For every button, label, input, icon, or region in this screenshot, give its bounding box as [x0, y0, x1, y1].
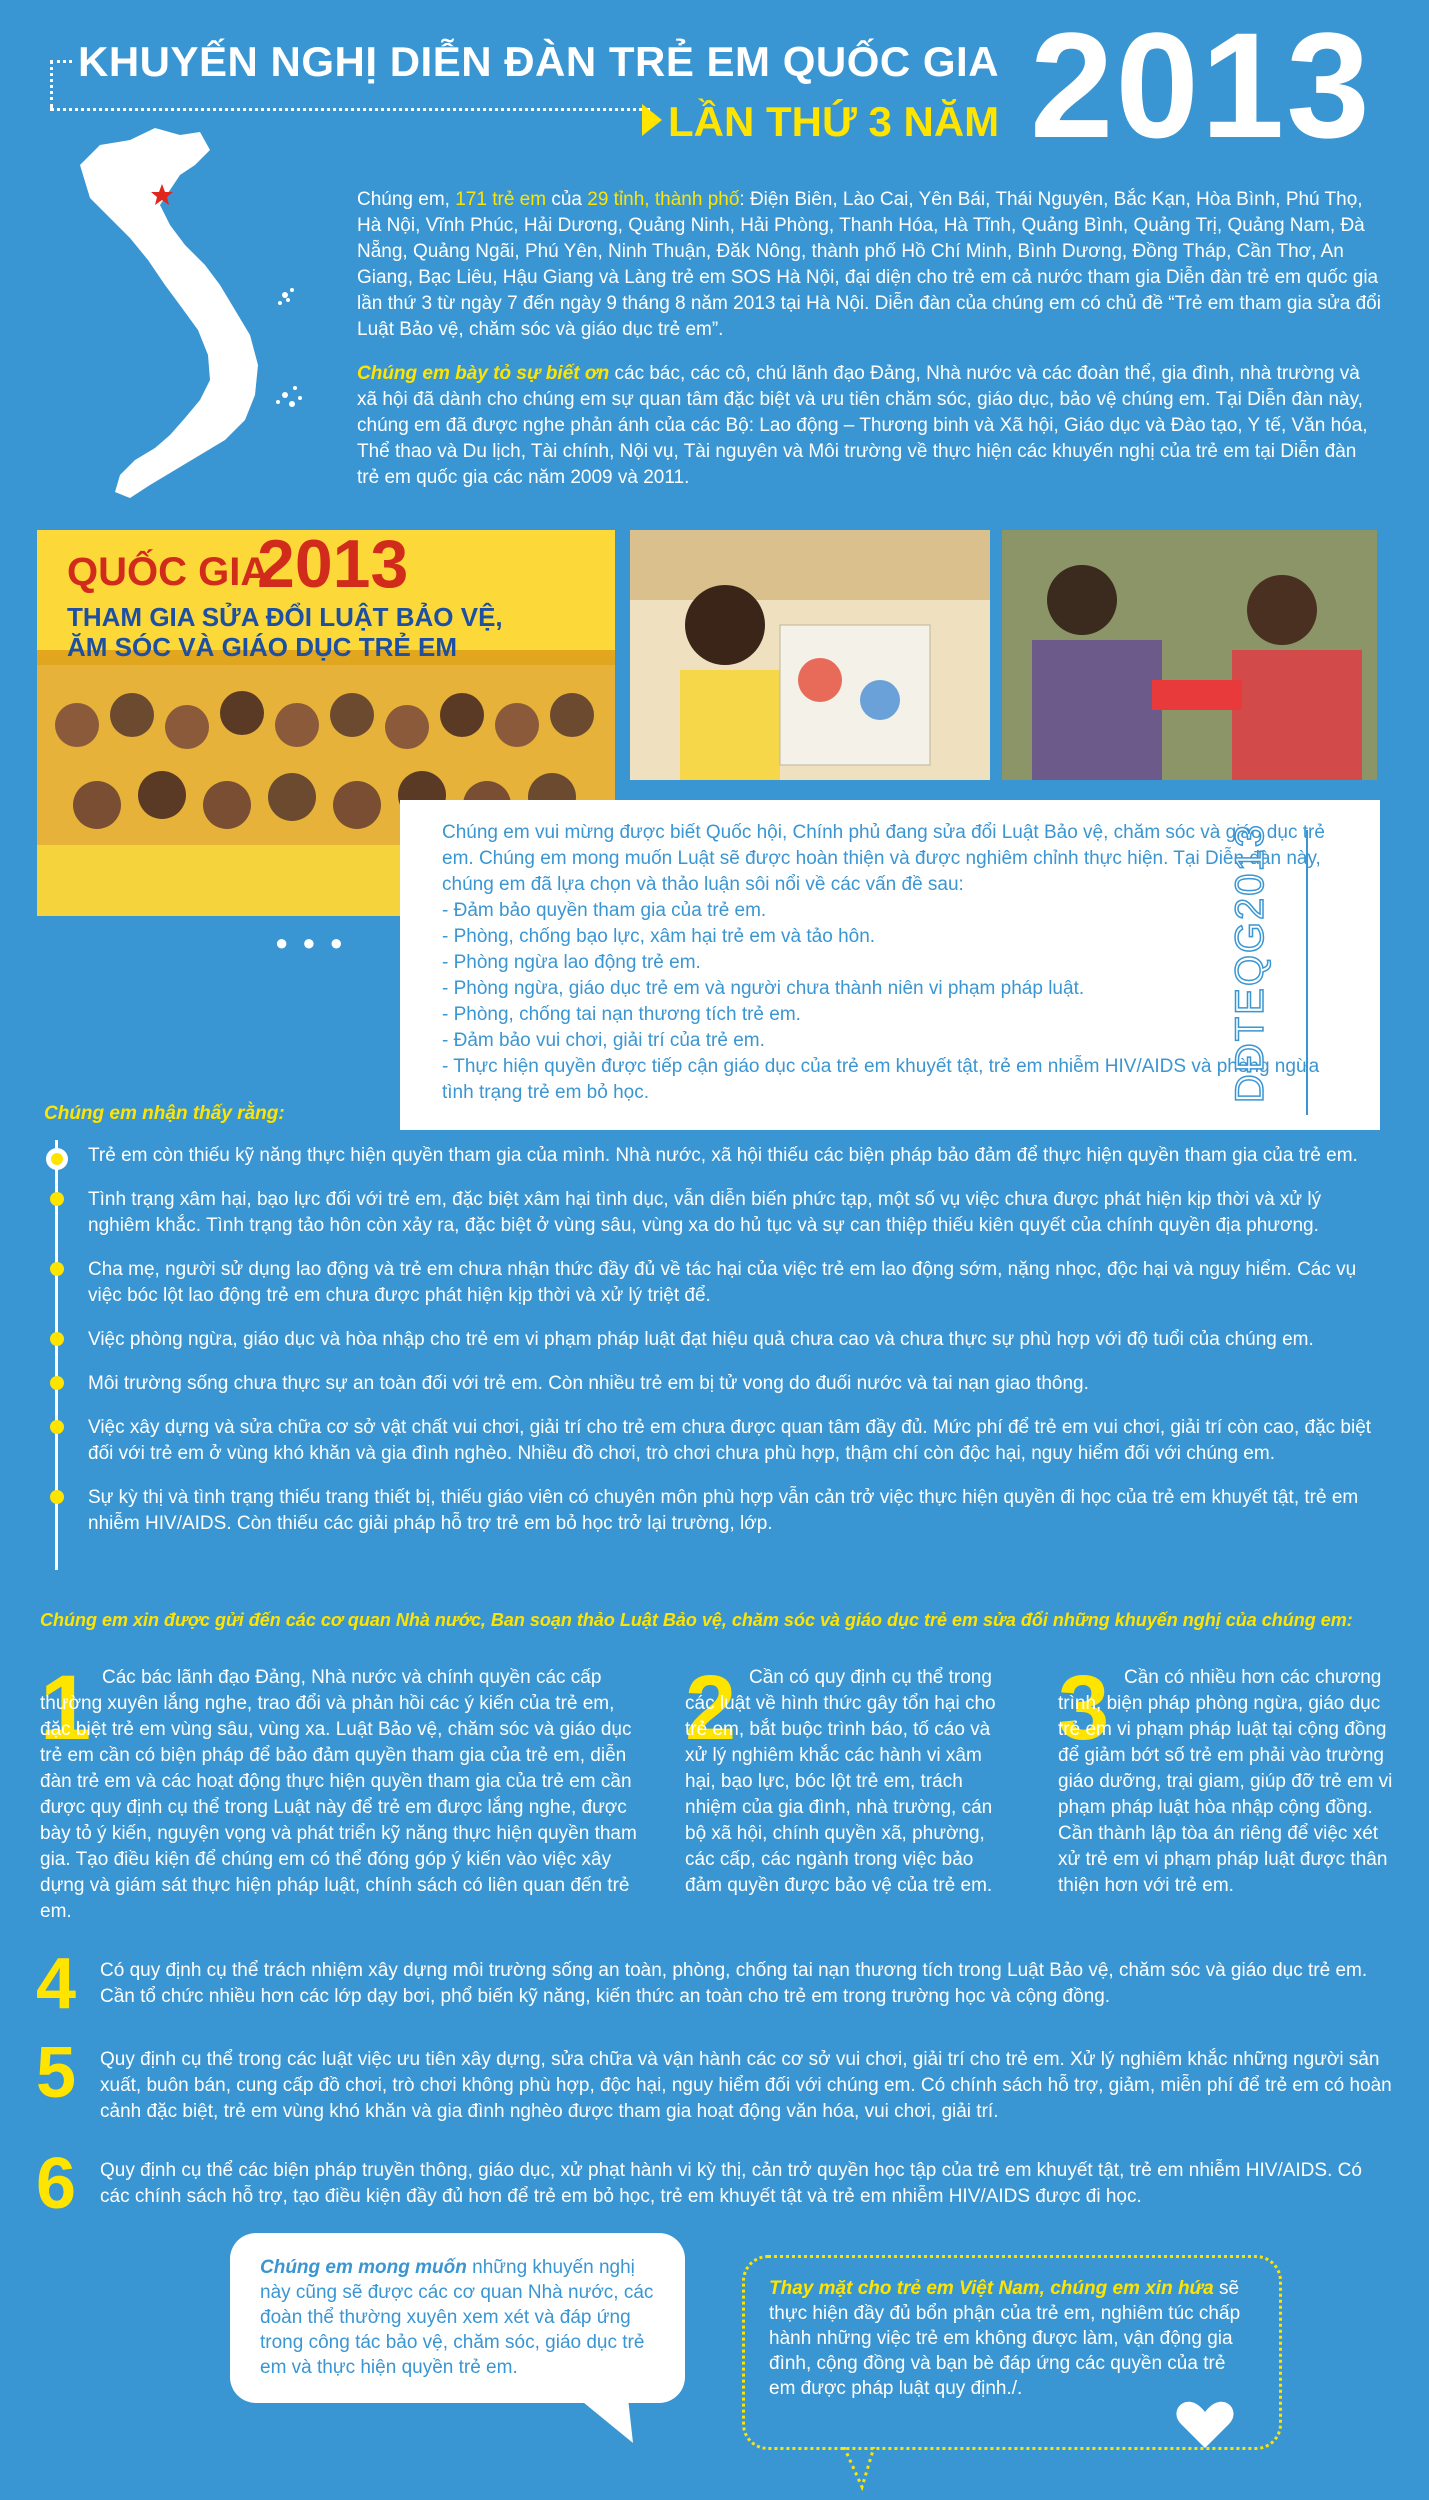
carousel-dots: ●●● [275, 930, 357, 955]
finding-item [88, 1371, 1388, 1397]
page-year: 2013 [1030, 1, 1372, 169]
finding-item [88, 1187, 1388, 1239]
intro-text-c: : Điện Biên, Lào Cai, Yên Bái, Thái Nguyên, Bắc Kạn, Hòa Bình, Phú Thọ, Hà Nội, Vĩnh Phúc, Hải Dương, Quảng Ninh, Hải Phòng, Thanh Hóa, Hà Tĩnh, Quảng Bình, Quảng Trị, Quảng Nam, Đà Nẵng, Quảng Ngãi, Phú Yên, Ninh Thuận, Đăk Nông, thành phố Hồ Chí Minh, Bình Dương, Đồng Tháp, Cần Thơ, An Giang, Bạc Liêu, Hậu Giang và Làng trẻ em SOS Hà Nội, đại diện cho trẻ em cả nước tham gia Diễn đàn trẻ em quốc gia lần thứ 3 từ ngày 7 đến ngày 9 tháng 8 năm 2013 tại Hà Nội. Diễn đàn của chúng em có chủ đề “Trẻ em tham gia sửa đổi Luật Bảo vệ, chăm sóc và giáo dục trẻ em”. [357, 189, 1381, 340]
finding-text: Việc phòng ngừa, giáo dục và hòa nhập cho trẻ em vi phạm pháp luật đạt hiệu quả chưa cao và chưa thực sự phù hợp với độ tuổi của chúng em. [88, 1329, 1314, 1350]
vertical-label: DĐTEQG2013 [1228, 822, 1272, 1104]
promise-text: sẽ thực hiện đầy đủ bổn phận của trẻ em, nghiêm túc chấp hành những việc trẻ em không được làm, vận động gia đình, cộng đồng và bạn bè đáp ứng các quyền của trẻ em được pháp luật quy định./. [769, 2278, 1241, 2399]
intro-gratitude-text: các bác, các cô, chú lãnh đạo Đảng, Nhà nước và các đoàn thể, gia đình, nhà trường và xã hội đã dành cho chúng em sự quan tâm đặc biệt và ưu tiên chăm sóc, giáo dục, bảo vệ chúng em. Tại Diễn đàn này, chúng em đã được nghe phản ánh của các Bộ: Lao động – Thương binh và Xã hội, Giáo dục và Đào tạo, Y tế, Văn hóa, Thể thao và Du lịch, Tài chính, Nội vụ, Tài nguyên và Môi trường về thực hiện các khuyến nghị của trẻ em tại Diễn đàn trẻ em quốc gia các năm 2009 và 2011. [357, 363, 1368, 488]
photo-banner-line3: ĂM SÓC VÀ GIÁO DỤC TRẺ EM [67, 632, 458, 662]
heart-icon [1175, 2400, 1235, 2450]
finding-item [88, 1485, 1388, 1537]
page-title: KHUYẾN NGHỊ DIỄN ĐÀN TRẺ EM QUỐC GIA [78, 38, 1000, 85]
bullet-icon [50, 1490, 64, 1504]
intro-text [357, 187, 1382, 509]
topic-item: - Phòng, chống bạo lực, xâm hại trẻ em và tảo hôn. [442, 926, 876, 947]
gift-exchange-photo [1002, 530, 1377, 780]
intro-highlight-children: 171 trẻ em [455, 189, 547, 210]
finding-item [88, 1327, 1388, 1353]
topic-item: - Đảm bảo vui chơi, giải trí của trẻ em. [442, 1030, 765, 1051]
finding-text: Môi trường sống chưa thực sự an toàn đối với trẻ em. Còn nhiều trẻ em bị tử vong do đuối nước và tai nạn giao thông. [88, 1373, 1089, 1394]
intro-gratitude-highlight: Chúng em bày tỏ sự biết ơn [357, 363, 610, 384]
rec-number-5: 5 [36, 2033, 77, 2113]
intro-text-a: Chúng em, [357, 189, 456, 210]
rec-text-1: Các bác lãnh đạo Đảng, Nhà nước và chính quyền các cấp thường xuyên lắng nghe, trao đổi và phản hồi các ý kiến của trẻ em, đặc biệt trẻ em vùng sâu, vùng xa. Luật Bảo vệ, chăm sóc và giáo dục trẻ em cần có biện pháp để bảo đảm quyền tham gia của trẻ em, diễn đàn trẻ em và các hoạt động thực hiện quyền tham gia của trẻ em cần được quy định cụ thể trong Luật này để trẻ em được lắng nghe, được bày tỏ ý kiến, nguyện vọng và phát triển kỹ năng thực hiện quyền tham gia. Tạo điều kiện để chúng em có thể đóng góp ý kiến vào việc xây dựng và giám sát thực hiện pháp luật, chính sách có liên quan đến trẻ em. [40, 1667, 637, 1922]
finding-item [88, 1257, 1388, 1309]
finding-item [88, 1415, 1388, 1467]
rec-number-6: 6 [36, 2144, 77, 2224]
header-dotted-vertical [50, 60, 53, 108]
findings-list [88, 1143, 1388, 1555]
rec-number-1: 1 [40, 1657, 92, 1759]
bubble-tail-icon [578, 2398, 638, 2448]
intro-paragraph-2 [357, 361, 1382, 491]
recommendations-title: Chúng em xin được gửi đến các cơ quan Nhà nước, Ban soạn thảo Luật Bảo vệ, chăm sóc và giáo dục trẻ em sửa đổi những khuyến nghị của chúng em: [40, 1610, 1353, 1630]
finding-text: Sự kỳ thị và tình trạng thiếu trang thiết bị, thiếu giáo viên có chuyên môn phù hợp vẫn cản trở việc thực hiện quyền đi học của trẻ em khuyết tật, trẻ em nhiễm HIV/AIDS. Còn thiếu các giải pháp hỗ trợ trẻ em bỏ học trở lại trường, lớp. [88, 1487, 1359, 1534]
child-speaking-photo [630, 530, 990, 780]
topics-list [442, 898, 1332, 1106]
rec-number-2: 2 [685, 1657, 737, 1759]
header-arrow-icon [642, 104, 662, 136]
vietnam-map-icon [60, 120, 330, 515]
finding-text: Tình trạng xâm hại, bạo lực đối với trẻ em, đặc biệt xâm hại tình dục, vẫn diễn biến phức tạp, một số vụ việc chưa được phát hiện kịp thời và xử lý nghiêm khắc. Tình trạng tảo hôn còn xảy ra, đặc biệt ở vùng sâu, vùng xa do hủ tục và sự can thiệp thiếu kiên quyết của chính quyền địa phương. [88, 1189, 1322, 1236]
finding-text: Cha mẹ, người sử dụng lao động và trẻ em chưa nhận thức đầy đủ về tác hại của việc trẻ em lao động sớm, nặng nhọc, độc hại và nguy hiểm. Các vụ việc bóc lột lao động trẻ em chưa được phát hiện kịp thời và xử lý triệt để. [88, 1259, 1357, 1306]
photo-banner-year: 2013 [257, 530, 409, 602]
rec-number-3: 3 [1058, 1657, 1110, 1759]
topic-item: - Thực hiện quyền được tiếp cận giáo dục của trẻ em khuyết tật, trẻ em nhiễm HIV/AIDS và phòng ngừa tình trạng trẻ em bỏ học. [442, 1056, 1320, 1103]
bullet-icon [50, 1420, 64, 1434]
bullet-icon [50, 1376, 64, 1390]
findings-title: Chúng em nhận thấy rằng: [44, 1103, 285, 1124]
topic-item: - Phòng ngừa lao động trẻ em. [442, 952, 701, 973]
header-dotted-line-2 [50, 108, 650, 111]
header-dotted-line [50, 60, 72, 63]
finding-item [88, 1143, 1388, 1169]
topic-item: - Đảm bảo quyền tham gia của trẻ em. [442, 900, 767, 921]
rec-text-2: Cần có quy định cụ thể trong các luật về hình thức gây tổn hại cho trẻ em, bắt buộc trình báo, tố cáo và xử lý nghiêm khắc các hành vi xâm hại, bạo lực, bóc lột trẻ em, trách nhiệm của gia đình, nhà trường, cán bộ xã hội, chính quyền xã, phường, các cấp, các ngành trong việc bảo đảm quyền được bảo vệ của trẻ em. [685, 1667, 996, 1896]
photo-banner-line2: THAM GIA SỬA ĐỔI LUẬT BẢO VỆ, [67, 602, 503, 632]
page-subtitle: LẦN THỨ 3 NĂM [668, 98, 1000, 145]
gift-illustration [1002, 530, 1377, 780]
rec-text-6: Quy định cụ thể các biện pháp truyền thông, giáo dục, xử phạt hành vi kỳ thị, cản trở quyền học tập của trẻ em khuyết tật, trẻ em nhiễm HIV/AIDS. Có các chính sách hỗ trợ, tạo điều kiện đầy đủ hơn để trẻ em bỏ học, trẻ em khuyết tật và trẻ em nhiễm HIV/AIDS được đi học. [100, 2160, 1362, 2207]
promise-bubble-tail-icon [840, 2447, 880, 2492]
topics-intro: Chúng em vui mừng được biết Quốc hội, Chính phủ đang sửa đổi Luật Bảo vệ, chăm sóc và giáo dục trẻ em. Chúng em mong muốn Luật sẽ được hoàn thiện và được nghiêm chỉnh thực hiện. Tại Diễn đàn này, chúng em đã lựa chọn và thảo luận sôi nổi về các vấn đề sau: [442, 822, 1325, 895]
intro-paragraph-1 [357, 187, 1382, 343]
topic-item: - Phòng ngừa, giáo dục trẻ em và người chưa thành niên vi phạm pháp luật. [442, 978, 1085, 999]
intro-highlight-provinces: 29 tỉnh, thành phố [587, 189, 740, 210]
intro-text-b: của [546, 189, 588, 210]
bullet-icon [50, 1332, 64, 1346]
topics-box [400, 800, 1380, 1130]
rec-text-5: Quy định cụ thể trong các luật việc ưu tiên xây dựng, sửa chữa và vận hành các cơ sở vui chơi, giải trí cho trẻ em. Xử lý nghiêm khắc những người sản xuất, buôn bán, cung cấp đồ chơi, trò chơi không phù hợp, độc hại, nguy hiểm đối với chúng em. Có chính sách hỗ trợ, giảm, miễn phí để trẻ em có hoàn cảnh đặc biệt, trẻ em vùng khó khăn và gia đình nghèo được tham gia hoạt động văn hóa, vui chơi, giải trí. [100, 2049, 1392, 2122]
topic-item: - Phòng, chống tai nạn thương tích trẻ em. [442, 1004, 801, 1025]
timeline-start-dot [51, 1153, 63, 1165]
promise-highlight: Thay mặt cho trẻ em Việt Nam, chúng em xin hứa [769, 2278, 1214, 2299]
rec-number-4: 4 [36, 1944, 77, 2024]
wish-speech-bubble [230, 2233, 685, 2403]
vertical-divider [1306, 830, 1358, 1115]
rec-text-3: Cần có nhiều hơn các chương trình, biện pháp phòng ngừa, giáo dục trẻ em vi phạm pháp luật tại cộng đồng để giảm bớt số trẻ em phải vào trường giáo dưỡng, trại giam, giúp đỡ trẻ em vi phạm pháp luật hòa nhập cộng đồng. Cần thành lập tòa án riêng để việc xét xử trẻ em vi phạm pháp luật được thân thiện hơn với trẻ em. [1058, 1667, 1393, 1896]
rec-text-4: Có quy định cụ thể trách nhiệm xây dựng môi trường sống an toàn, phòng, chống tai nạn thương tích trong Luật Bảo vệ, chăm sóc và giáo dục trẻ em. Cần tổ chức nhiều hơn các lớp dạy bơi, phổ biến kỹ năng, kiến thức an toàn cho trẻ em trong trường học và cộng đồng. [100, 1960, 1368, 2007]
wish-highlight: Chúng em mong muốn [260, 2257, 467, 2278]
bullet-icon [50, 1192, 64, 1206]
finding-text: Việc xây dựng và sửa chữa cơ sở vật chất vui chơi, giải trí cho trẻ em chưa được quan tâm đầy đủ. Mức phí để trẻ em vui chơi, giải trí còn cao, đặc biệt đối với trẻ em ở vùng khó khăn và gia đình nghèo. Nhiều đồ chơi, trò chơi chưa phù hợp, thậm chí còn độc hại, nguy hiểm đối với chúng em. [88, 1417, 1372, 1464]
speaker-illustration [630, 530, 990, 780]
bullet-icon [50, 1262, 64, 1276]
photo-banner-line1: QUỐC GIA [67, 550, 270, 594]
wish-text: những khuyến nghị này cũng sẽ được các cơ quan Nhà nước, các đoàn thể thường xuyên xem xét và đáp ứng trong công tác bảo vệ, chăm sóc, giáo dục trẻ em và thực hiện quyền trẻ em. [260, 2257, 654, 2378]
finding-text: Trẻ em còn thiếu kỹ năng thực hiện quyền tham gia của mình. Nhà nước, xã hội thiếu các biện pháp bảo đảm để thực hiện quyền tham gia của trẻ em. [88, 1145, 1358, 1166]
